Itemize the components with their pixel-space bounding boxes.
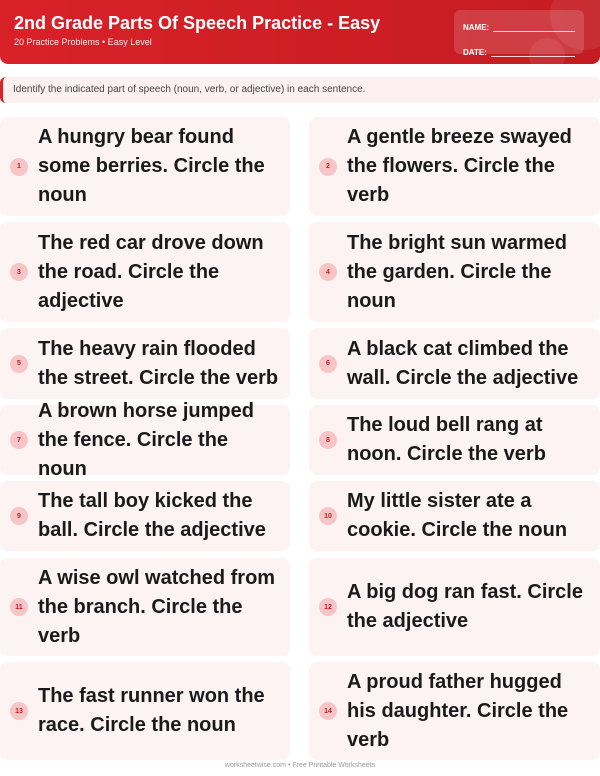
problem-number-badge: 13 bbox=[10, 702, 28, 720]
problem-text: My little sister ate a cookie. Circle the noun bbox=[347, 490, 568, 541]
name-label: NAME: bbox=[463, 23, 490, 32]
problem-number-badge: 3 bbox=[10, 263, 28, 281]
problem-card bbox=[0, 399, 290, 480]
problem-text: The bright sun warmed the garden. Circle the noun bbox=[347, 231, 568, 312]
problem-text: The loud bell rang at noon. Circle the verb bbox=[347, 414, 546, 465]
problem-card bbox=[309, 405, 600, 475]
problem-card bbox=[0, 328, 290, 399]
problem-text: A big dog ran fast. Circle the adjective bbox=[347, 581, 583, 632]
footer: worksheetwise.com • Free Printable Worksheets bbox=[224, 762, 376, 769]
problem-text: The red car drove down the road. Circle the adjective bbox=[38, 231, 264, 312]
problem-number-badge: 9 bbox=[10, 507, 28, 525]
problem-number-badge: 12 bbox=[319, 598, 337, 616]
name-date-box bbox=[454, 10, 584, 57]
date-label: DATE: bbox=[463, 48, 487, 57]
problem-number-badge: 6 bbox=[319, 355, 337, 373]
worksheet-header bbox=[0, 0, 600, 64]
page-title: 2nd Grade Parts Of Speech Practice - Easy bbox=[14, 13, 381, 33]
problem-number-badge: 1 bbox=[10, 158, 28, 176]
problem-text: The fast runner won the race. Circle the noun bbox=[38, 685, 265, 736]
problem-card bbox=[309, 662, 600, 760]
problem-number-badge: 10 bbox=[319, 507, 337, 525]
problem-text: The tall boy kicked the ball. Circle the adjective bbox=[38, 490, 266, 541]
problem-card bbox=[0, 662, 290, 760]
problem-text: The heavy rain flooded the street. Circle the verb bbox=[38, 337, 279, 389]
problem-card bbox=[0, 481, 290, 551]
problem-text: A hungry bear found some berries. Circle the noun bbox=[38, 126, 265, 206]
problem-text: A gentle breeze swayed the flowers. Circle the verb bbox=[347, 126, 572, 206]
problem-card bbox=[309, 117, 600, 216]
problem-card bbox=[309, 222, 600, 322]
problem-number-badge: 5 bbox=[10, 355, 28, 373]
problem-number-badge: 2 bbox=[319, 158, 337, 176]
problem-card bbox=[309, 328, 600, 399]
problem-number-badge: 4 bbox=[319, 263, 337, 281]
problem-card bbox=[309, 558, 600, 656]
problem-text: A proud father hugged his daughter. Circle the verb bbox=[347, 670, 569, 751]
name-field[interactable] bbox=[493, 24, 575, 32]
problem-card bbox=[0, 558, 290, 656]
problem-number-badge: 14 bbox=[319, 702, 337, 720]
problem-text: A wise owl watched from the branch. Circle the verb bbox=[38, 566, 276, 647]
problem-number-badge: 8 bbox=[319, 431, 337, 449]
date-field[interactable] bbox=[491, 49, 575, 57]
problem-card bbox=[309, 481, 600, 551]
problem-card bbox=[0, 222, 290, 322]
page-subtitle: 20 Practice Problems • Easy Level bbox=[14, 37, 152, 47]
problem-text: A brown horse jumped the fence. Circle the noun bbox=[38, 399, 254, 480]
instructions: Identify the indicated part of speech (noun, verb, or adjective) in each sentence. bbox=[0, 77, 600, 103]
problem-text: A black cat climbed the wall. Circle the adjective bbox=[347, 337, 579, 389]
problem-number-badge: 11 bbox=[10, 598, 28, 616]
problem-card bbox=[0, 117, 290, 216]
problem-number-badge: 7 bbox=[10, 431, 28, 449]
